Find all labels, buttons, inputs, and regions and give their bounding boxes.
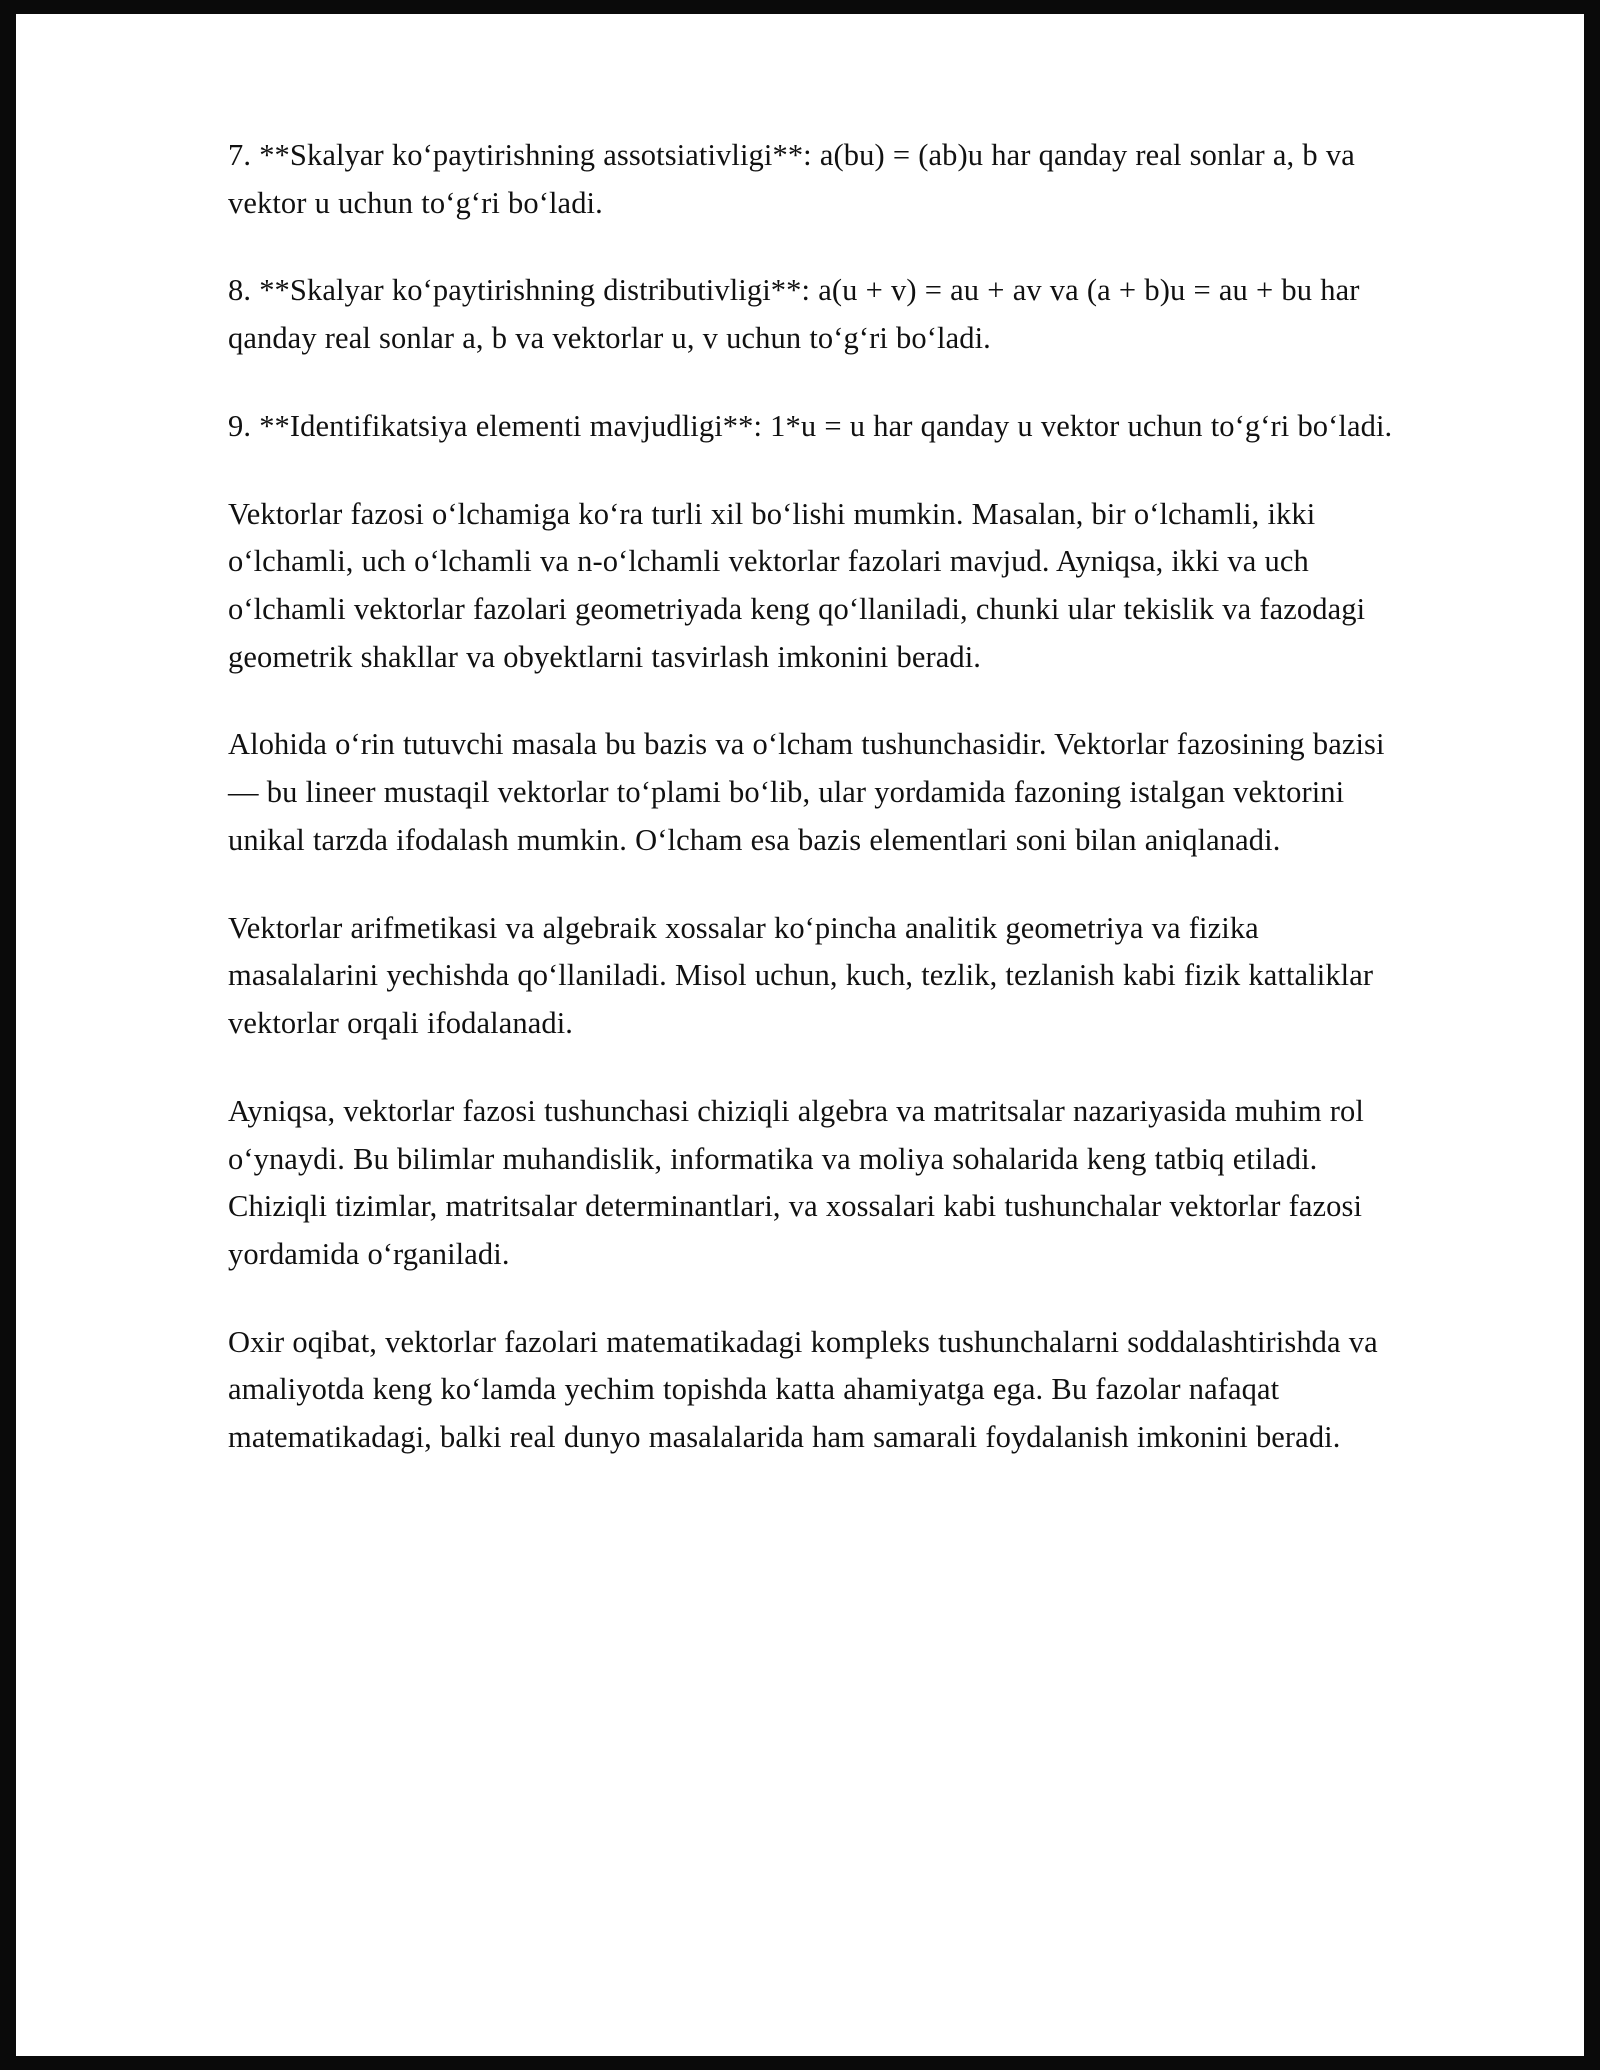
paragraph-property-9: 9. **Identifikatsiya elementi mavjudligi**: 1*u = u har qanday u vektor uchun to‘g‘ri bo‘ladi. — [228, 408, 1393, 443]
document-page — [16, 14, 1584, 2056]
paragraph-linear-algebra: Ayniqsa, vektorlar fazosi tushunchasi chiziqli algebra va matritsalar nazariyasida muhim rol o‘ynaydi. Bu bilimlar muhandislik, informatika va moliya sohalarida keng tatbiq etiladi. Chiziqli tizimlar, matritsalar determinantlari, va xossalari kabi tushunchalar vektorlar fazosi yordamida o‘rganiladi. — [228, 1093, 1364, 1271]
document-text-column — [16, 14, 1584, 1462]
paragraph-conclusion: Oxir oqibat, vektorlar fazolari matematikadagi kompleks tushunchalarni soddalashtirishda va amaliyotda keng ko‘lamda yechim topishda katta ahamiyatga ega. Bu fazolar nafaqat matematikadagi, balki real dunyo masalalarida ham samarali foydalanish imkonini beradi. — [228, 1324, 1378, 1455]
paragraph-applications: Vektorlar arifmetikasi va algebraik xossalar ko‘pincha analitik geometriya va fizika masalalarini yechishda qo‘llaniladi. Misol uchun, kuch, tezlik, tezlanish kabi fizik kattaliklar vektorlar orqali ifodalanadi. — [228, 910, 1374, 1041]
paragraph-property-7: 7. **Skalyar ko‘paytirishning assotsiativligi**: a(bu) = (ab)u har qanday real sonlar a, b va vektor u uchun to‘g‘ri bo‘ladi. — [228, 138, 1355, 220]
paragraph-dimensions: Vektorlar fazosi o‘lchamiga ko‘ra turli xil bo‘lishi mumkin. Masalan, bir o‘lchamli, ikki o‘lchamli, uch o‘lchamli va n-o‘lchamli vektorlar fazolari mavjud. Ayniqsa, ikki va uch o‘lchamli vektorlar fazolari geometriyada keng qo‘llaniladi, chunki ular tekislik va fazodagi geometrik shakllar va obyektlarni tasvirlash imkonini beradi. — [228, 496, 1366, 674]
paragraph-basis: Alohida o‘rin tutuvchi masala bu bazis va o‘lcham tushunchasidir. Vektorlar fazosining bazisi — bu lineer mustaqil vektorlar to‘plami bo‘lib, ular yordamida fazoning istalgan vektorini unikal tarzda ifodalash mumkin. O‘lcham esa bazis elementlari soni bilan aniqlanadi. — [228, 727, 1385, 857]
paragraph-property-8: 8. **Skalyar ko‘paytirishning distributivligi**: a(u + v) = au + av va (a + b)u = au + bu har qanday real sonlar a, b va vektorlar u, v uchun to‘g‘ri bo‘ladi. — [228, 273, 1360, 356]
